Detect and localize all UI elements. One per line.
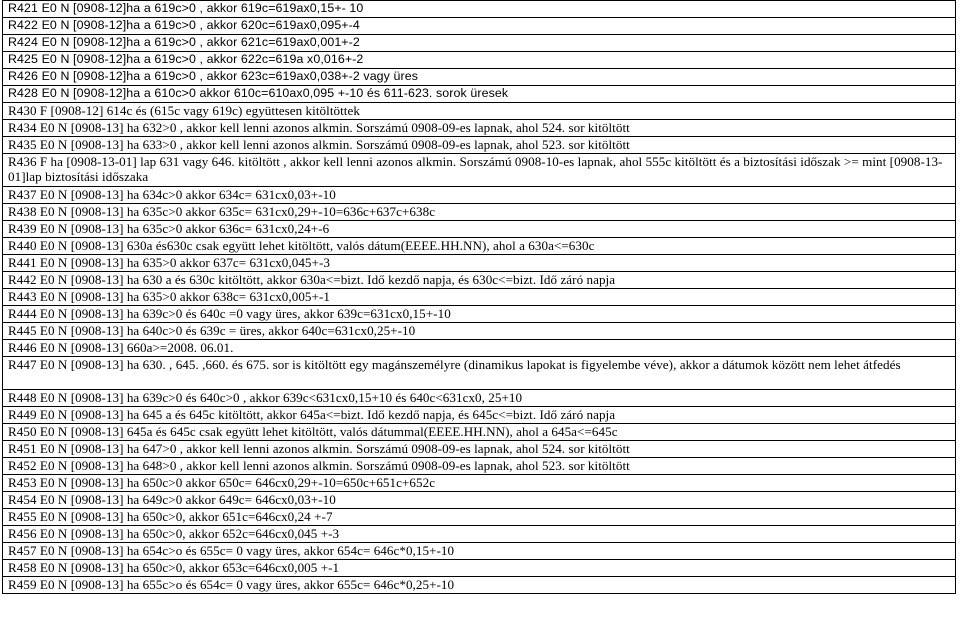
table-row — [3, 577, 956, 594]
table-row — [3, 526, 956, 543]
rule-cell: R443 E0 N [0908-13] ha 635>0 akkor 638c= 631cx0,005+-1 — [3, 289, 956, 306]
rule-cell: R439 E0 N [0908-13] ha 635c>0 akkor 636c= 631cx0,24+-6 — [3, 221, 956, 238]
rule-cell: R430 F [0908-12] 614c és (615c vagy 619c) együttesen kitöltöttek — [3, 103, 956, 120]
table-row — [3, 35, 956, 52]
table-row — [3, 357, 956, 390]
rule-cell: R457 E0 N [0908-13] ha 654c>o és 655c= 0 vagy üres, akkor 654c= 646c*0,15+-10 — [3, 543, 956, 560]
rules-table-body — [3, 1, 956, 594]
table-row — [3, 340, 956, 357]
table-row — [3, 492, 956, 509]
rule-cell: R458 E0 N [0908-13] ha 650c>0, akkor 653c=646cx0,005 +-1 — [3, 560, 956, 577]
rule-cell: R446 E0 N [0908-13] 660a>=2008. 06.01. — [3, 340, 956, 357]
table-row — [3, 120, 956, 137]
rule-cell: R444 E0 N [0908-13] ha 639c>0 és 640c =0 vagy üres, akkor 639c=631cx0,15+-10 — [3, 306, 956, 323]
table-row — [3, 187, 956, 204]
rule-cell: R442 E0 N [0908-13] ha 630 a és 630c kitöltött, akkor 630a<=bizt. Idő kezdő napja, és 630c<=bizt. Idő záró napja — [3, 272, 956, 289]
table-row — [3, 238, 956, 255]
rule-cell: R459 E0 N [0908-13] ha 655c>o és 654c= 0 vagy üres, akkor 655c= 646c*0,25+-10 — [3, 577, 956, 594]
table-row — [3, 52, 956, 69]
rule-cell: R449 E0 N [0908-13] ha 645 a és 645c kitöltött, akkor 645a<=bizt. Idő kezdő napja, és 645c<=bizt. Idő záró napja — [3, 407, 956, 424]
rule-cell: R455 E0 N [0908-13] ha 650c>0, akkor 651c=646cx0,24 +-7 — [3, 509, 956, 526]
rules-table — [2, 0, 956, 594]
rule-cell: R456 E0 N [0908-13] ha 650c>0, akkor 652c=646cx0,045 +-3 — [3, 526, 956, 543]
rule-cell: R422 E0 N [0908-12]ha a 619c>0 , akkor 620c=619ax0,095+-4 — [3, 18, 956, 35]
rule-cell: R452 E0 N [0908-13] ha 648>0 , akkor kell lenni azonos alkmin. Sorszámú 0908-09-es lapnak, ahol 523. sor kitöltött — [3, 458, 956, 475]
table-row — [3, 137, 956, 154]
rule-cell: R425 E0 N [0908-12]ha a 619c>0 , akkor 622c=619a x0,016+-2 — [3, 52, 956, 69]
table-row — [3, 323, 956, 340]
rule-cell: R438 E0 N [0908-13] ha 635c>0 akkor 635c= 631cx0,29+-10=636c+637c+638c — [3, 204, 956, 221]
table-row — [3, 69, 956, 86]
rule-cell: R454 E0 N [0908-13] ha 649c>0 akkor 649c= 646cx0,03+-10 — [3, 492, 956, 509]
table-row — [3, 475, 956, 492]
table-row — [3, 390, 956, 407]
rule-cell: R426 E0 N [0908-12]ha a 619c>0 , akkor 623c=619ax0,038+-2 vagy üres — [3, 69, 956, 86]
rule-cell: R424 E0 N [0908-12]ha a 619c>0 , akkor 621c=619ax0,001+-2 — [3, 35, 956, 52]
rule-cell: R453 E0 N [0908-13] ha 650c>0 akkor 650c= 646cx0,29+-10=650c+651c+652c — [3, 475, 956, 492]
rule-cell: R450 E0 N [0908-13] 645a és 645c csak együtt lehet kitöltött, valós dátummal(EEEE.HH.NN), ahol a 645a<=645c — [3, 424, 956, 441]
table-row — [3, 255, 956, 272]
rule-cell: R447 E0 N [0908-13] ha 630. , 645. ,660. és 675. sor is kitöltött egy magánszemélyre (dinamikus lapokat is figyelembe véve), akkor a dátumok között nem lehet átfedés — [3, 357, 956, 390]
rule-cell: R441 E0 N [0908-13] ha 635>0 akkor 637c= 631cx0,045+-3 — [3, 255, 956, 272]
table-row — [3, 543, 956, 560]
table-row — [3, 272, 956, 289]
table-row — [3, 424, 956, 441]
rule-cell: R437 E0 N [0908-13] ha 634c>0 akkor 634c= 631cx0,03+-10 — [3, 187, 956, 204]
rule-cell: R428 E0 N [0908-12]ha a 610c>0 akkor 610c=610ax0,095 +-10 és 611-623. sorok üresek — [3, 86, 956, 103]
rule-cell: R445 E0 N [0908-13] ha 640c>0 és 639c = üres, akkor 640c=631cx0,25+-10 — [3, 323, 956, 340]
rule-cell: R436 F ha [0908-13-01] lap 631 vagy 646. kitöltött , akkor kell lenni azonos alkmin. Sorszámú 0908-10-es lapnak, ahol 555c kitöltött és a biztosítási időszak >= mint [0908-13-01]lap biztosítási időszaka — [3, 154, 956, 187]
rule-cell: R440 E0 N [0908-13] 630a és630c csak együtt lehet kitöltött, valós dátum(EEEE.HH.NN), ahol a 630a<=630c — [3, 238, 956, 255]
table-row — [3, 289, 956, 306]
table-row — [3, 509, 956, 526]
table-row — [3, 86, 956, 103]
table-row — [3, 306, 956, 323]
rule-cell: R451 E0 N [0908-13] ha 647>0 , akkor kell lenni azonos alkmin. Sorszámú 0908-09-es lapnak, ahol 524. sor kitöltött — [3, 441, 956, 458]
table-row — [3, 204, 956, 221]
table-row — [3, 154, 956, 187]
table-row — [3, 407, 956, 424]
table-row — [3, 560, 956, 577]
rule-cell: R434 E0 N [0908-13] ha 632>0 , akkor kell lenni azonos alkmin. Sorszámú 0908-09-es lapnak, ahol 524. sor kitöltött — [3, 120, 956, 137]
table-row — [3, 221, 956, 238]
table-row — [3, 1, 956, 18]
rule-cell: R435 E0 N [0908-13] ha 633>0 , akkor kell lenni azonos alkmin. Sorszámú 0908-09-es lapnak, ahol 523. sor kitöltött — [3, 137, 956, 154]
table-row — [3, 103, 956, 120]
table-row — [3, 441, 956, 458]
rule-cell: R421 E0 N [0908-12]ha a 619c>0 , akkor 619c=619ax0,15+- 10 — [3, 1, 956, 18]
rule-cell: R448 E0 N [0908-13] ha 639c>0 és 640c>0 , akkor 639c<631cx0,15+10 és 640c<631cx0, 25+10 — [3, 390, 956, 407]
table-row — [3, 18, 956, 35]
table-row — [3, 458, 956, 475]
